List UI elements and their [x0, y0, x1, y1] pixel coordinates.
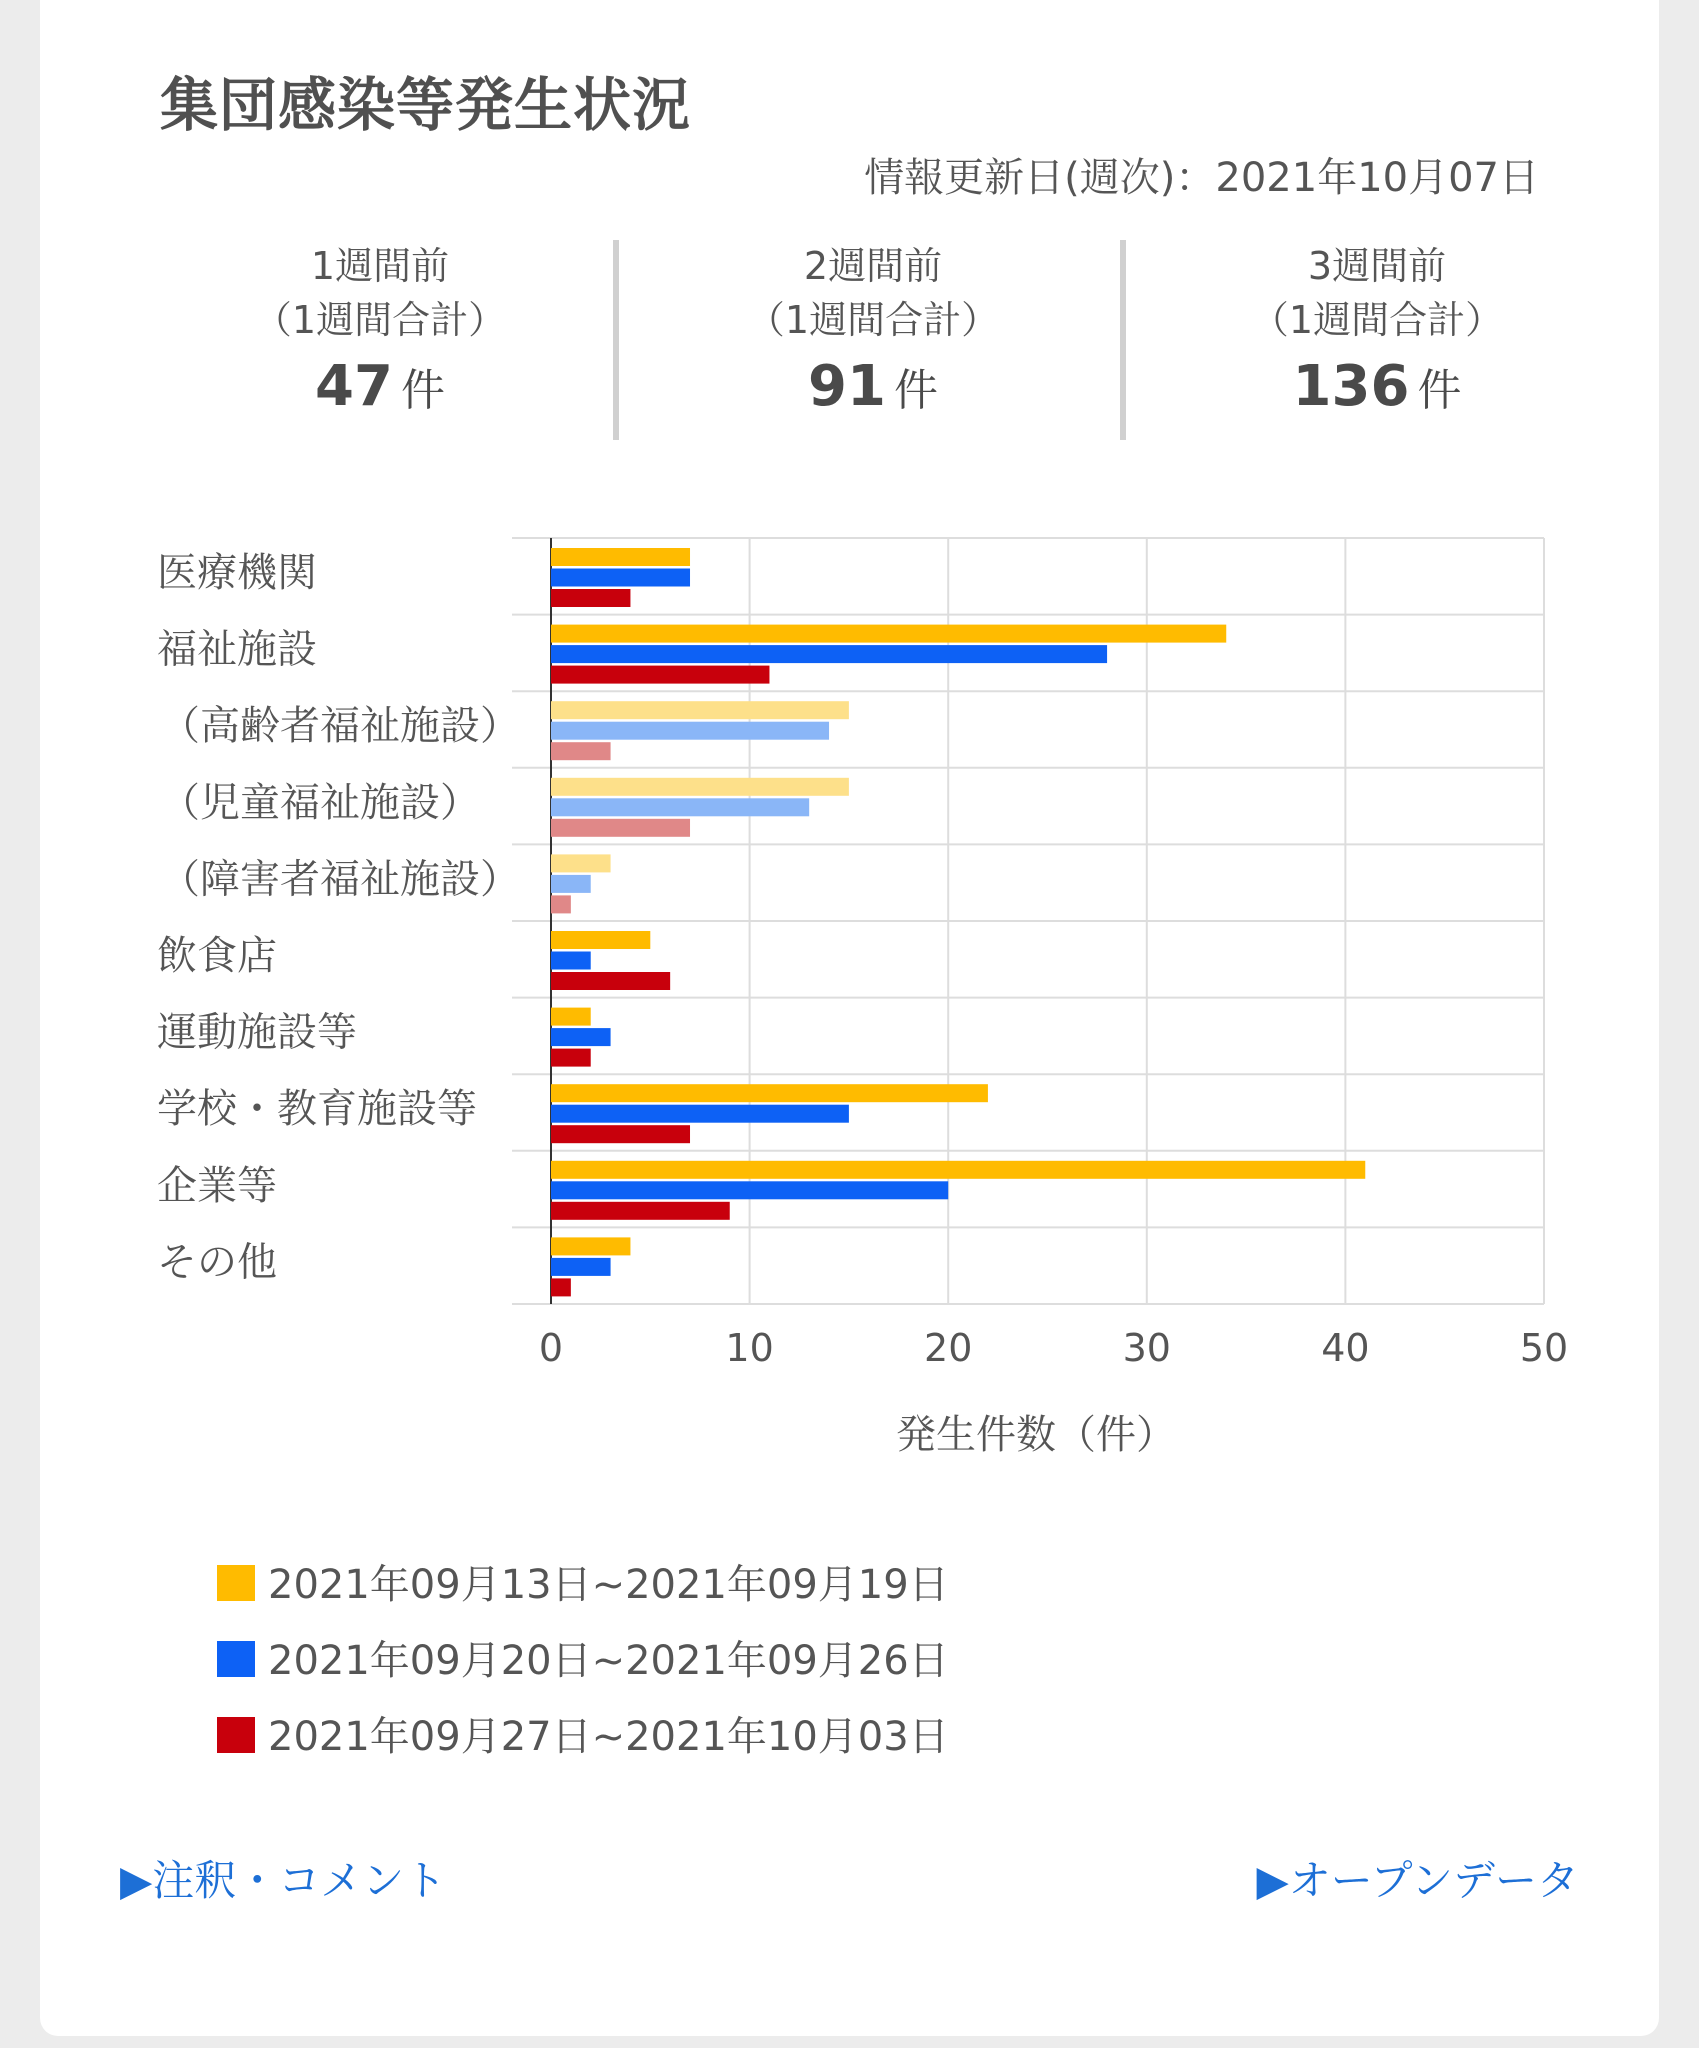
- notes-link[interactable]: ▶注釈・コメント: [120, 1856, 447, 1905]
- summary-label: 2週間前: [803, 244, 943, 288]
- bar: [551, 972, 670, 990]
- bar: [551, 778, 849, 796]
- summary-value: 136: [1292, 354, 1410, 419]
- summary-sublabel: （1週間合計）: [746, 298, 1000, 342]
- summary-sublabel: （1週間合計）: [1250, 298, 1504, 342]
- opendata-link[interactable]: ▶オープンデータ: [1256, 1856, 1579, 1905]
- bar: [551, 1237, 630, 1255]
- legend-label: 2021年09月20日~2021年09月26日: [268, 1638, 949, 1684]
- summary-label: 1週間前: [310, 244, 450, 288]
- summary-value: 91: [808, 354, 886, 419]
- bar: [551, 1028, 611, 1046]
- x-tick-label: 40: [1321, 1326, 1370, 1370]
- category-label: その他: [157, 1239, 277, 1286]
- bar: [551, 1258, 611, 1276]
- x-tick-label: 10: [725, 1326, 774, 1370]
- legend-label: 2021年09月13日~2021年09月19日: [268, 1562, 949, 1608]
- x-axis-title: 発生件数（件）: [896, 1412, 1176, 1458]
- x-tick-label: 50: [1519, 1326, 1569, 1370]
- bar: [551, 952, 591, 970]
- bar: [551, 798, 809, 816]
- update-date: 情報更新日(週次)：2021年10月07日: [864, 155, 1539, 201]
- bar: [551, 589, 630, 607]
- summary-unit: 件: [400, 365, 445, 416]
- summary-unit: 件: [1417, 365, 1462, 416]
- category-label: （障害者福祉施設）: [160, 856, 520, 903]
- category-label: 医療機関: [157, 550, 317, 596]
- bar: [551, 931, 650, 949]
- bar: [551, 819, 690, 837]
- bar: [551, 1105, 849, 1123]
- bar: [551, 1008, 591, 1026]
- bar: [551, 1161, 1365, 1179]
- bar: [551, 1125, 690, 1143]
- category-label: 企業等: [157, 1162, 277, 1209]
- bar: [551, 701, 849, 719]
- bar: [551, 625, 1226, 643]
- legend-swatch: [217, 1641, 255, 1677]
- bar: [551, 742, 611, 760]
- legend-swatch: [217, 1565, 255, 1601]
- category-label: 運動施設等: [157, 1009, 357, 1056]
- page-title: 集団感染等発生状況: [160, 71, 692, 139]
- bar: [551, 645, 1107, 663]
- summary-unit: 件: [893, 365, 938, 416]
- bar: [551, 1049, 591, 1067]
- summary-label: 3週間前: [1307, 244, 1447, 288]
- legend-label: 2021年09月27日~2021年10月03日: [268, 1714, 949, 1760]
- bar: [551, 1181, 948, 1199]
- bar: [551, 875, 591, 893]
- bar: [551, 1278, 571, 1296]
- category-label: 飲食店: [157, 933, 277, 979]
- bar: [551, 548, 690, 566]
- bar: [551, 854, 611, 872]
- bar: [551, 1202, 730, 1220]
- category-label: 福祉施設: [157, 626, 317, 673]
- bar: [551, 722, 829, 740]
- bar: [551, 1084, 988, 1102]
- summary-sublabel: （1週間合計）: [253, 298, 507, 342]
- x-tick-label: 20: [924, 1326, 973, 1370]
- bar: [551, 666, 769, 684]
- category-label: （児童福祉施設）: [160, 779, 480, 826]
- summary-value: 47: [315, 354, 393, 419]
- category-label: （高齢者福祉施設）: [160, 703, 520, 750]
- bar: [551, 895, 571, 913]
- bar: [551, 569, 690, 587]
- category-label: 学校・教育施設等: [157, 1086, 477, 1133]
- x-tick-label: 0: [538, 1326, 564, 1370]
- legend-swatch: [217, 1717, 255, 1753]
- x-tick-label: 30: [1122, 1326, 1171, 1370]
